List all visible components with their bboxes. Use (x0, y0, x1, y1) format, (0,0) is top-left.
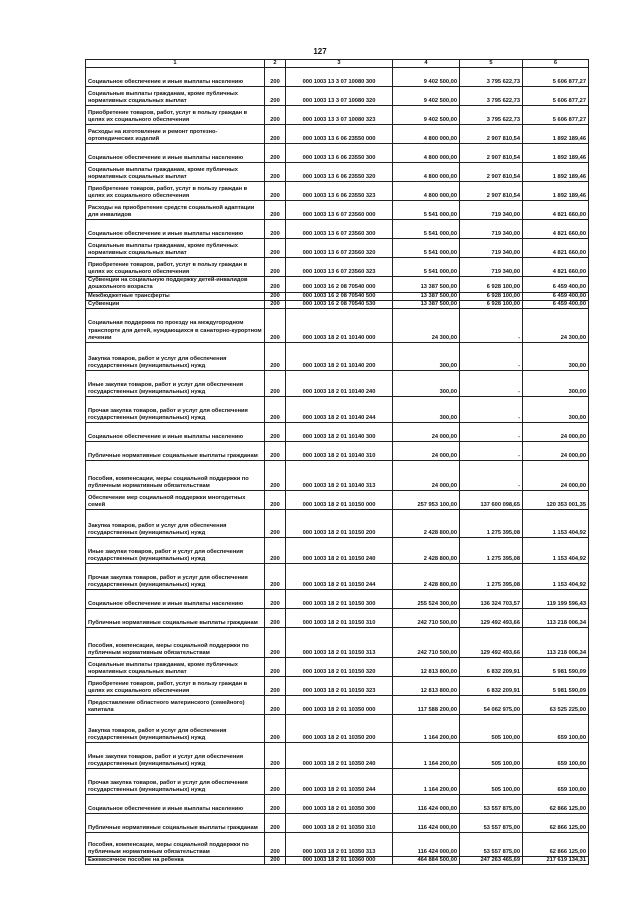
cell-executed-amount: 3 795 622,73 (460, 87, 523, 106)
cell-name: Социальное обеспечение и иные выплаты населению (86, 68, 265, 87)
cell-line-code: 200 (265, 442, 286, 461)
table-row (86, 371, 589, 397)
cell-executed-amount: 53 557 875,00 (460, 833, 523, 857)
cell-unexecuted-amount: 4 821 660,00 (523, 239, 589, 258)
cell-classification-code: 000 1003 18 2 01 10150 300 (286, 590, 393, 609)
cell-approved-amount: 300,00 (393, 371, 460, 397)
cell-unexecuted-amount: 1 153 404,92 (523, 510, 589, 538)
table-row (86, 277, 589, 292)
cell-name: Социальное обеспечение и иные выплаты населению (86, 144, 265, 163)
cell-line-code: 200 (265, 461, 286, 491)
cell-name: Социальное обеспечение и иные выплаты населению (86, 795, 265, 814)
cell-name: Публичные нормативные социальные выплаты гражданам (86, 442, 265, 461)
cell-approved-amount: 242 710 500,00 (393, 609, 460, 628)
cell-approved-amount: 4 800 000,00 (393, 182, 460, 201)
table-row (86, 491, 589, 510)
cell-name: Публичные нормативные социальные выплаты гражданам (86, 814, 265, 833)
cell-line-code: 200 (265, 491, 286, 510)
cell-classification-code: 000 1003 18 2 01 10150 244 (286, 564, 393, 590)
cell-approved-amount: 12 813 800,00 (393, 658, 460, 677)
cell-name: Приобретение товаров, работ, услуг в пользу граждан в целях их социального обеспечения (86, 106, 265, 125)
cell-unexecuted-amount: 659 100,00 (523, 715, 589, 743)
cell-line-code: 200 (265, 564, 286, 590)
table-row (86, 201, 589, 220)
table-row (86, 125, 589, 144)
cell-line-code: 200 (265, 423, 286, 442)
cell-classification-code: 000 1003 13 6 06 23550 000 (286, 125, 393, 144)
cell-unexecuted-amount: 62 866 125,00 (523, 814, 589, 833)
cell-line-code: 200 (265, 125, 286, 144)
column-header: 5 (460, 60, 523, 68)
cell-unexecuted-amount: 119 199 596,43 (523, 590, 589, 609)
cell-unexecuted-amount: 5 606 877,27 (523, 87, 589, 106)
cell-approved-amount: 13 387 500,00 (393, 277, 460, 292)
cell-approved-amount: 24 000,00 (393, 442, 460, 461)
cell-approved-amount: 9 402 500,00 (393, 106, 460, 125)
cell-approved-amount: 5 541 000,00 (393, 258, 460, 277)
cell-line-code: 200 (265, 833, 286, 857)
cell-classification-code: 000 1003 13 6 06 23550 300 (286, 144, 393, 163)
table-row (86, 309, 589, 343)
cell-line-code: 200 (265, 163, 286, 182)
cell-name: Пособия, компенсации, меры социальной поддержки по публичным нормативным обязательствам (86, 461, 265, 491)
cell-name: Закупка товаров, работ и услуг для обеспечения государственных (муниципальных) нужд (86, 715, 265, 743)
cell-name: Публичные нормативные социальные выплаты гражданам (86, 609, 265, 628)
cell-approved-amount: 5 541 000,00 (393, 239, 460, 258)
cell-classification-code: 000 1003 13 6 07 23560 320 (286, 239, 393, 258)
cell-unexecuted-amount: 1 153 404,92 (523, 538, 589, 564)
cell-classification-code: 000 1003 18 2 01 10350 313 (286, 833, 393, 857)
cell-executed-amount: - (460, 343, 523, 371)
cell-name: Иные закупки товаров, работ и услуг для обеспечения государственных (муниципальных) нужд (86, 538, 265, 564)
cell-unexecuted-amount: 24 000,00 (523, 442, 589, 461)
cell-classification-code: 000 1003 18 2 01 10150 240 (286, 538, 393, 564)
cell-line-code: 200 (265, 68, 286, 87)
cell-unexecuted-amount: 217 619 134,31 (523, 857, 589, 865)
cell-line-code: 200 (265, 715, 286, 743)
cell-approved-amount: 2 428 800,00 (393, 538, 460, 564)
cell-executed-amount: 129 492 493,66 (460, 609, 523, 628)
cell-approved-amount: 13 387 500,00 (393, 300, 460, 308)
cell-line-code: 200 (265, 87, 286, 106)
cell-approved-amount: 24 300,00 (393, 309, 460, 343)
cell-unexecuted-amount: 24 300,00 (523, 309, 589, 343)
cell-unexecuted-amount: 4 821 660,00 (523, 220, 589, 239)
cell-unexecuted-amount: 6 459 400,00 (523, 300, 589, 308)
cell-classification-code: 000 1003 13 6 07 23560 300 (286, 220, 393, 239)
cell-executed-amount: 6 928 100,00 (460, 300, 523, 308)
table-row (86, 677, 589, 696)
cell-name: Социальная поддержка по проезду на междугородном транспорте для детей, нуждающихся в санаторно-курортном лечении (86, 309, 265, 343)
table-row (86, 163, 589, 182)
column-header: 4 (393, 60, 460, 68)
cell-classification-code: 000 1003 18 2 01 10140 000 (286, 309, 393, 343)
cell-line-code: 200 (265, 769, 286, 795)
cell-unexecuted-amount: 1 892 189,46 (523, 182, 589, 201)
cell-executed-amount: 247 263 465,69 (460, 857, 523, 865)
cell-name: Приобретение товаров, работ, услуг в пользу граждан в целях их социального обеспечения (86, 258, 265, 277)
cell-line-code: 200 (265, 628, 286, 658)
table-row (86, 857, 589, 865)
column-header: 1 (86, 60, 265, 68)
cell-approved-amount: 2 428 800,00 (393, 564, 460, 590)
cell-executed-amount: 719 340,00 (460, 220, 523, 239)
cell-name: Социальные выплаты гражданам, кроме публичных нормативных социальных выплат (86, 87, 265, 106)
cell-line-code: 200 (265, 106, 286, 125)
cell-approved-amount: 9 402 500,00 (393, 87, 460, 106)
cell-approved-amount: 464 884 500,00 (393, 857, 460, 865)
cell-line-code: 200 (265, 510, 286, 538)
cell-approved-amount: 255 524 300,00 (393, 590, 460, 609)
cell-executed-amount: 719 340,00 (460, 239, 523, 258)
cell-classification-code: 000 1003 13 6 07 23560 000 (286, 201, 393, 220)
cell-approved-amount: 12 813 800,00 (393, 677, 460, 696)
cell-name: Социальное обеспечение и иные выплаты населению (86, 423, 265, 442)
cell-approved-amount: 117 588 200,00 (393, 696, 460, 715)
table-row (86, 795, 589, 814)
cell-executed-amount: 129 492 493,66 (460, 628, 523, 658)
table-row (86, 833, 589, 857)
cell-line-code: 200 (265, 144, 286, 163)
cell-classification-code: 000 1003 18 2 01 10350 000 (286, 696, 393, 715)
cell-approved-amount: 1 164 200,00 (393, 715, 460, 743)
cell-approved-amount: 300,00 (393, 397, 460, 423)
cell-name: Социальное обеспечение и иные выплаты населению (86, 220, 265, 239)
cell-approved-amount: 4 800 000,00 (393, 144, 460, 163)
cell-line-code: 200 (265, 309, 286, 343)
cell-name: Расходы на изготовление и ремонт протезно-ортопедических изделий (86, 125, 265, 144)
cell-name: Приобретение товаров, работ, услуг в пользу граждан в целях их социального обеспечения (86, 677, 265, 696)
cell-unexecuted-amount: 300,00 (523, 397, 589, 423)
cell-executed-amount: 2 907 810,54 (460, 163, 523, 182)
cell-name: Прочая закупка товаров, работ и услуг для обеспечения государственных (муниципальных) нужд (86, 769, 265, 795)
cell-unexecuted-amount: 1 892 189,46 (523, 144, 589, 163)
cell-unexecuted-amount: 4 821 660,00 (523, 201, 589, 220)
table-row (86, 144, 589, 163)
cell-name: Социальные выплаты гражданам, кроме публичных нормативных социальных выплат (86, 239, 265, 258)
cell-classification-code: 000 1003 18 2 01 10350 200 (286, 715, 393, 743)
cell-classification-code: 000 1003 13 6 06 23550 323 (286, 182, 393, 201)
cell-line-code: 200 (265, 182, 286, 201)
cell-unexecuted-amount: 659 100,00 (523, 743, 589, 769)
cell-line-code: 200 (265, 696, 286, 715)
table-row (86, 292, 589, 300)
cell-approved-amount: 116 424 000,00 (393, 833, 460, 857)
cell-name: Прочая закупка товаров, работ и услуг для обеспечения государственных (муниципальных) нужд (86, 564, 265, 590)
cell-executed-amount: 3 795 622,73 (460, 106, 523, 125)
table-row (86, 397, 589, 423)
cell-classification-code: 000 1003 18 2 01 10140 313 (286, 461, 393, 491)
cell-executed-amount: 505 100,00 (460, 769, 523, 795)
cell-approved-amount: 9 402 500,00 (393, 68, 460, 87)
cell-approved-amount: 13 387 500,00 (393, 292, 460, 300)
cell-executed-amount: 54 062 975,00 (460, 696, 523, 715)
cell-classification-code: 000 1003 18 2 01 10150 323 (286, 677, 393, 696)
cell-executed-amount: - (460, 442, 523, 461)
cell-unexecuted-amount: 63 525 225,00 (523, 696, 589, 715)
cell-classification-code: 000 1003 13 3 07 10080 300 (286, 68, 393, 87)
table-row (86, 106, 589, 125)
table-row (86, 343, 589, 371)
cell-classification-code: 000 1003 18 2 01 10150 310 (286, 609, 393, 628)
cell-name: Закупка товаров, работ и услуг для обеспечения государственных (муниципальных) нужд (86, 510, 265, 538)
table-row (86, 658, 589, 677)
cell-unexecuted-amount: 5 981 590,09 (523, 658, 589, 677)
cell-executed-amount: 53 557 875,00 (460, 795, 523, 814)
cell-approved-amount: 242 710 500,00 (393, 628, 460, 658)
cell-unexecuted-amount: 5 606 877,27 (523, 68, 589, 87)
cell-line-code: 200 (265, 538, 286, 564)
cell-classification-code: 000 1003 18 2 01 10350 310 (286, 814, 393, 833)
cell-approved-amount: 5 541 000,00 (393, 220, 460, 239)
cell-classification-code: 000 1003 16 2 08 70540 000 (286, 277, 393, 292)
table-row (86, 239, 589, 258)
cell-executed-amount: 1 275 395,08 (460, 564, 523, 590)
cell-executed-amount: 137 600 098,65 (460, 491, 523, 510)
cell-unexecuted-amount: 1 892 189,46 (523, 125, 589, 144)
cell-name: Предоставление областного материнского (семейного) капитала (86, 696, 265, 715)
table-row (86, 423, 589, 442)
cell-line-code: 200 (265, 292, 286, 300)
cell-unexecuted-amount: 6 459 400,00 (523, 292, 589, 300)
cell-approved-amount: 24 000,00 (393, 423, 460, 442)
cell-line-code: 200 (265, 814, 286, 833)
cell-executed-amount: 1 275 395,08 (460, 510, 523, 538)
cell-approved-amount: 300,00 (393, 343, 460, 371)
cell-name: Прочая закупка товаров, работ и услуг для обеспечения государственных (муниципальных) нужд (86, 397, 265, 423)
cell-executed-amount: 2 907 810,54 (460, 144, 523, 163)
cell-name: Иные закупки товаров, работ и услуг для обеспечения государственных (муниципальных) нужд (86, 743, 265, 769)
cell-name: Социальные выплаты гражданам, кроме публичных нормативных социальных выплат (86, 658, 265, 677)
table-row (86, 87, 589, 106)
cell-unexecuted-amount: 5 981 590,09 (523, 677, 589, 696)
cell-classification-code: 000 1003 18 2 01 10350 240 (286, 743, 393, 769)
cell-classification-code: 000 1003 13 6 06 23550 320 (286, 163, 393, 182)
cell-executed-amount: 136 324 703,57 (460, 590, 523, 609)
cell-classification-code: 000 1003 16 2 08 70540 530 (286, 300, 393, 308)
table-row (86, 182, 589, 201)
cell-line-code: 200 (265, 658, 286, 677)
cell-line-code: 200 (265, 795, 286, 814)
cell-executed-amount: 719 340,00 (460, 258, 523, 277)
table-row (86, 609, 589, 628)
table-row (86, 300, 589, 308)
table-row (86, 715, 589, 743)
cell-classification-code: 000 1003 18 2 01 10150 320 (286, 658, 393, 677)
table-row (86, 510, 589, 538)
cell-unexecuted-amount: 300,00 (523, 371, 589, 397)
cell-unexecuted-amount: 113 218 006,34 (523, 609, 589, 628)
cell-name: Субвенции на социальную поддержку детей-инвалидов дошкольного возраста (86, 277, 265, 292)
table-row (86, 461, 589, 491)
cell-executed-amount: 505 100,00 (460, 715, 523, 743)
cell-executed-amount: 53 557 875,00 (460, 814, 523, 833)
cell-approved-amount: 116 424 000,00 (393, 814, 460, 833)
table-row (86, 628, 589, 658)
cell-name: Пособия, компенсации, меры социальной поддержки по публичным нормативным обязательствам (86, 628, 265, 658)
cell-unexecuted-amount: 1 892 189,46 (523, 163, 589, 182)
cell-line-code: 200 (265, 258, 286, 277)
cell-unexecuted-amount: 300,00 (523, 343, 589, 371)
table-row (86, 743, 589, 769)
cell-line-code: 200 (265, 300, 286, 308)
cell-classification-code: 000 1003 13 6 07 23560 323 (286, 258, 393, 277)
cell-unexecuted-amount: 62 866 125,00 (523, 833, 589, 857)
cell-classification-code: 000 1003 18 2 01 10150 200 (286, 510, 393, 538)
cell-name: Межбюджетные трансферты (86, 292, 265, 300)
cell-classification-code: 000 1003 18 2 01 10140 310 (286, 442, 393, 461)
cell-line-code: 200 (265, 277, 286, 292)
cell-executed-amount: - (460, 397, 523, 423)
cell-executed-amount: 1 275 395,08 (460, 538, 523, 564)
table-row (86, 590, 589, 609)
cell-approved-amount: 1 164 200,00 (393, 743, 460, 769)
cell-classification-code: 000 1003 18 2 01 10150 313 (286, 628, 393, 658)
cell-approved-amount: 4 800 000,00 (393, 163, 460, 182)
cell-approved-amount: 5 541 000,00 (393, 201, 460, 220)
cell-unexecuted-amount: 24 000,00 (523, 461, 589, 491)
page-number: 127 (313, 47, 327, 56)
table-row (86, 538, 589, 564)
cell-approved-amount: 116 424 000,00 (393, 795, 460, 814)
cell-line-code: 200 (265, 220, 286, 239)
cell-executed-amount: 2 907 810,54 (460, 125, 523, 144)
cell-name: Обеспечение мер социальной поддержки многодетных семей (86, 491, 265, 510)
table-body (86, 68, 589, 865)
column-header: 6 (523, 60, 589, 68)
cell-executed-amount: 6 928 100,00 (460, 277, 523, 292)
cell-classification-code: 000 1003 18 2 01 10140 300 (286, 423, 393, 442)
column-header: 3 (286, 60, 393, 68)
cell-approved-amount: 1 164 200,00 (393, 769, 460, 795)
cell-name: Расходы на приобретение средств социальной адаптации для инвалидов (86, 201, 265, 220)
table-row (86, 442, 589, 461)
cell-unexecuted-amount: 120 353 001,35 (523, 491, 589, 510)
budget-table (85, 59, 589, 865)
cell-classification-code: 000 1003 18 2 01 10140 200 (286, 343, 393, 371)
cell-line-code: 200 (265, 609, 286, 628)
cell-approved-amount: 2 428 800,00 (393, 510, 460, 538)
cell-line-code: 200 (265, 239, 286, 258)
cell-approved-amount: 257 953 100,00 (393, 491, 460, 510)
cell-name: Приобретение товаров, работ, услуг в пользу граждан в целях их социального обеспечения (86, 182, 265, 201)
cell-unexecuted-amount: 1 153 404,92 (523, 564, 589, 590)
cell-executed-amount: - (460, 309, 523, 343)
cell-line-code: 200 (265, 590, 286, 609)
cell-unexecuted-amount: 24 000,00 (523, 423, 589, 442)
cell-unexecuted-amount: 113 218 006,34 (523, 628, 589, 658)
cell-unexecuted-amount: 4 821 660,00 (523, 258, 589, 277)
cell-executed-amount: - (460, 461, 523, 491)
cell-unexecuted-amount: 6 459 400,00 (523, 277, 589, 292)
table-row (86, 769, 589, 795)
cell-name: Пособия, компенсации, меры социальной поддержки по публичным нормативным обязательствам (86, 833, 265, 857)
cell-name: Субвенции (86, 300, 265, 308)
cell-line-code: 200 (265, 743, 286, 769)
cell-executed-amount: - (460, 423, 523, 442)
cell-line-code: 200 (265, 201, 286, 220)
cell-executed-amount: 505 100,00 (460, 743, 523, 769)
cell-executed-amount: 6 832 209,91 (460, 677, 523, 696)
cell-classification-code: 000 1003 13 3 07 10080 320 (286, 87, 393, 106)
cell-line-code: 200 (265, 397, 286, 423)
cell-executed-amount: 2 907 810,54 (460, 182, 523, 201)
cell-classification-code: 000 1003 18 2 01 10360 000 (286, 857, 393, 865)
table-row (86, 564, 589, 590)
cell-executed-amount: 3 795 622,73 (460, 68, 523, 87)
header-row (86, 60, 589, 68)
table-row (86, 814, 589, 833)
cell-executed-amount: 6 928 100,00 (460, 292, 523, 300)
cell-unexecuted-amount: 62 866 125,00 (523, 795, 589, 814)
table-row (86, 68, 589, 87)
cell-line-code: 200 (265, 857, 286, 865)
cell-classification-code: 000 1003 18 2 01 10350 300 (286, 795, 393, 814)
cell-classification-code: 000 1003 13 3 07 10080 323 (286, 106, 393, 125)
cell-name: Иные закупки товаров, работ и услуг для обеспечения государственных (муниципальных) нужд (86, 371, 265, 397)
cell-line-code: 200 (265, 343, 286, 371)
cell-classification-code: 000 1003 18 2 01 10140 244 (286, 397, 393, 423)
cell-classification-code: 000 1003 16 2 08 70540 500 (286, 292, 393, 300)
cell-executed-amount: 6 832 209,91 (460, 658, 523, 677)
cell-unexecuted-amount: 659 100,00 (523, 769, 589, 795)
column-header: 2 (265, 60, 286, 68)
cell-line-code: 200 (265, 677, 286, 696)
cell-approved-amount: 24 000,00 (393, 461, 460, 491)
cell-classification-code: 000 1003 18 2 01 10140 240 (286, 371, 393, 397)
table-row (86, 258, 589, 277)
cell-name: Социальное обеспечение и иные выплаты населению (86, 590, 265, 609)
cell-executed-amount: 719 340,00 (460, 201, 523, 220)
cell-executed-amount: - (460, 371, 523, 397)
table-row (86, 220, 589, 239)
table-row (86, 696, 589, 715)
cell-unexecuted-amount: 5 606 877,27 (523, 106, 589, 125)
cell-line-code: 200 (265, 371, 286, 397)
cell-name: Ежемесячное пособие на ребенка (86, 857, 265, 865)
cell-approved-amount: 4 800 000,00 (393, 125, 460, 144)
cell-name: Закупка товаров, работ и услуг для обеспечения государственных (муниципальных) нужд (86, 343, 265, 371)
cell-classification-code: 000 1003 18 2 01 10350 244 (286, 769, 393, 795)
cell-classification-code: 000 1003 18 2 01 10150 000 (286, 491, 393, 510)
cell-name: Социальные выплаты гражданам, кроме публичных нормативных социальных выплат (86, 163, 265, 182)
